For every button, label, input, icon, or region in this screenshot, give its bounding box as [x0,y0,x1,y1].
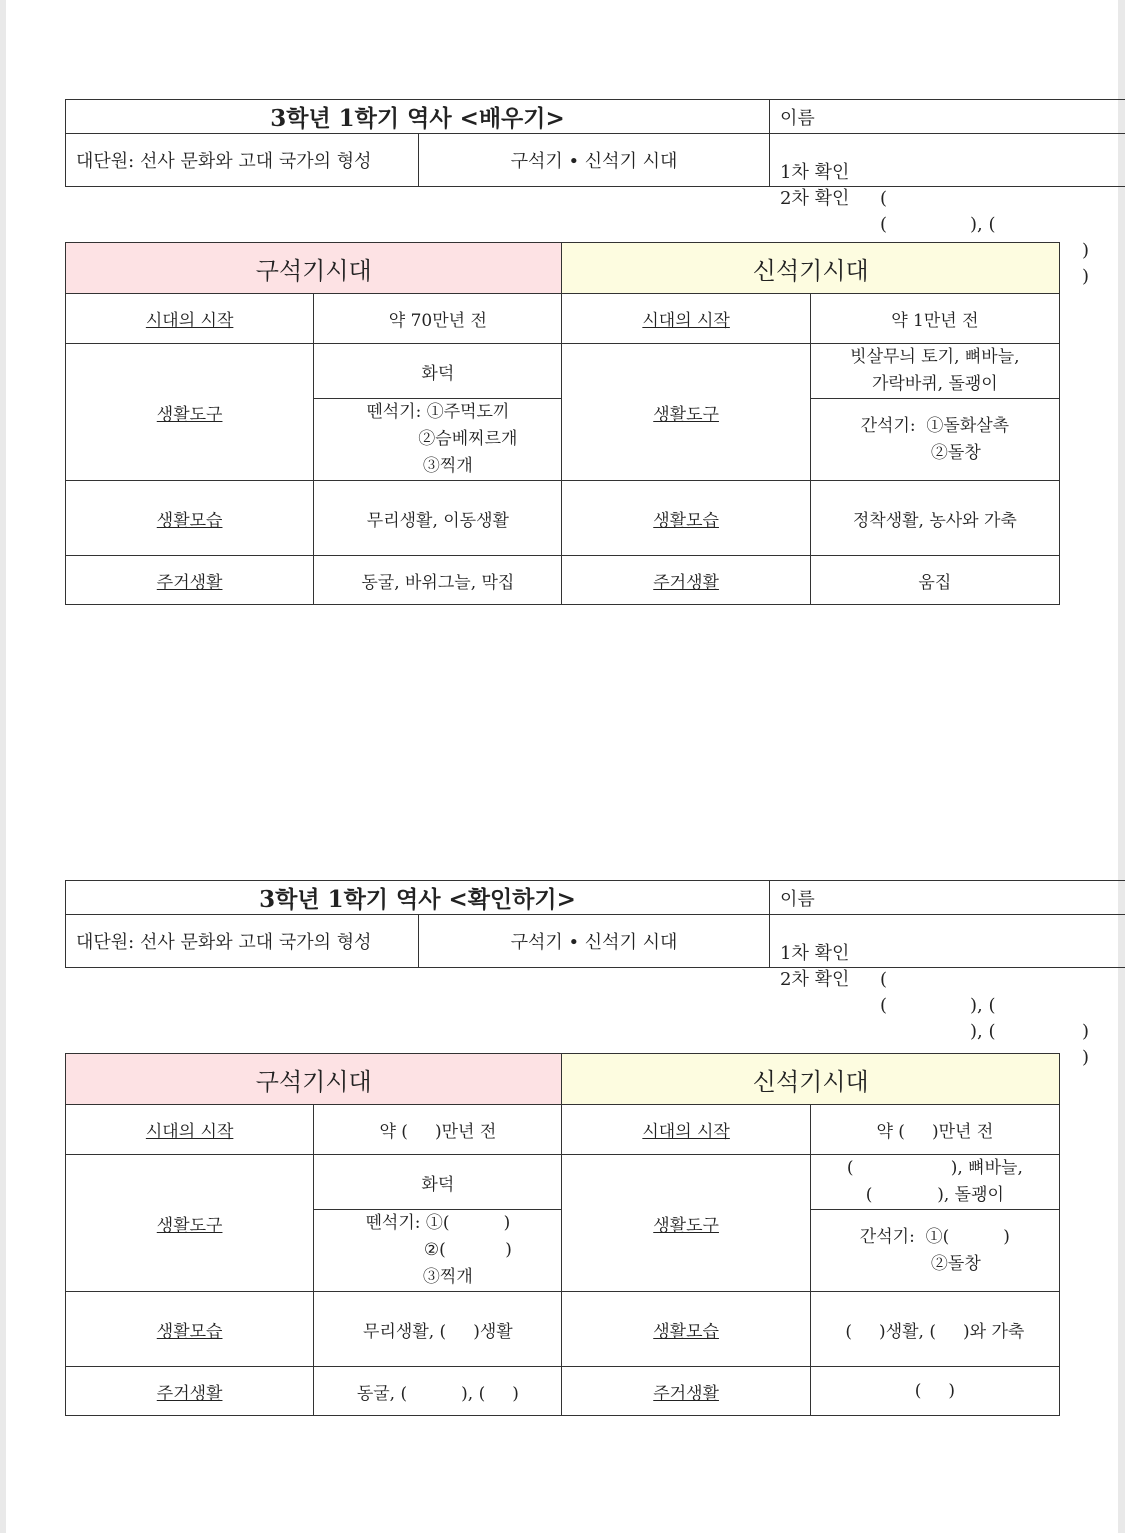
topic-label: 구석기 • 신석기 시대 [419,134,770,187]
paren: ) [1082,266,1090,287]
paleo-start-blank[interactable]: 약 ( )만년 전 [314,1105,562,1155]
sheet-title: 3학년 1학기 역사 <확인하기> [66,881,770,915]
row-label-start: 시대의 시작 [145,1122,234,1142]
neo-life: 정착생활, 농사와 가축 [810,481,1059,556]
header-table-check [65,880,1125,1068]
neo-tool-stone-blank[interactable] [810,1210,1059,1292]
unit-label: 대단원: 선사 문화와 고대 국가의 형성 [66,915,419,968]
paleo-start: 약 70만년 전 [314,294,562,344]
text-line: ( ), 돌괭이 [865,1185,1004,1205]
neo-tool-stone [810,399,1059,481]
sheet-title: 3학년 1학기 역사 <배우기> [66,100,770,134]
paren: ), ( [970,995,996,1016]
row-label-house: 주거생활 [653,1383,719,1404]
row-label-tools: 생활도구 [156,1215,223,1236]
neo-tool-top [810,344,1059,399]
topic-label: 구석기 • 신석기 시대 [419,915,770,968]
check-box [770,915,1125,1068]
text-line: 가락바퀴, 돌괭이 [871,374,998,394]
text-line: ③찍개 [422,1267,473,1287]
text-line: ②( ) [423,1240,512,1260]
era-table-learn [65,242,1060,605]
check-2-label: 2차 확인 [780,969,850,990]
text-line: ②슴베찌르개 [418,429,518,449]
paleo-tool-fire: 화덕 [314,344,562,399]
paren: ) [1082,1021,1090,1042]
paleolithic-title: 구석기시대 [66,243,562,294]
name-label: 이름 [770,881,1125,915]
era-table-check [65,1053,1060,1416]
text-line: 빗살무늬 토기, 뼈바늘, [850,347,1020,367]
neolithic-title: 신석기시대 [562,1054,1060,1105]
row-label-house: 주거생활 [156,572,223,593]
row-label-life: 생활모습 [156,1321,223,1342]
paleo-life-blank[interactable]: 무리생활, ( )생활 [314,1292,562,1367]
name-label: 이름 [770,100,1125,134]
paren: ), ( [970,214,996,235]
paren: ( [880,188,888,209]
paleo-house: 동굴, 바위그늘, 막집 [314,556,562,605]
row-label-start: 시대의 시작 [145,311,234,331]
paren: ), ( [970,1021,996,1042]
neo-house-blank[interactable]: ( ) [810,1367,1059,1416]
neo-tool-top-blank[interactable] [810,1155,1059,1210]
paleo-house-blank[interactable]: 동굴, ( ), ( ) [314,1367,562,1416]
text-line: 간석기: ①( ) [859,1226,1010,1247]
paleo-tool-stone [314,399,562,481]
text-line: ②돌창 [930,442,981,463]
row-label-tools: 생활도구 [653,404,719,425]
row-label-tools: 생활도구 [156,404,223,425]
paleo-life: 무리생활, 이동생활 [314,481,562,556]
neo-start-blank[interactable]: 약 ( )만년 전 [810,1105,1059,1155]
text-line: ③찍개 [422,456,473,476]
unit-label: 대단원: 선사 문화와 고대 국가의 형성 [66,134,419,187]
text-line: ( ), 뼈바늘, [846,1158,1023,1178]
row-label-start: 시대의 시작 [642,1122,730,1142]
check-2-label: 2차 확인 [780,188,850,209]
row-label-life: 생활모습 [156,510,223,531]
check-1-label: 1차 확인 [780,162,850,183]
text-line: 뗀석기: ①( ) [365,1213,511,1233]
paren: ( [880,969,888,990]
row-label-tools: 생활도구 [653,1215,719,1236]
text-line: 간석기: ①돌화살촉 [860,415,1010,436]
check-1-label: 1차 확인 [780,943,850,964]
row-label-start: 시대의 시작 [642,311,730,331]
paren: ) [1082,1047,1090,1068]
neo-life-blank[interactable]: ( )생활, ( )와 가축 [810,1292,1059,1367]
text-line: ②돌창 [930,1253,981,1274]
paleo-tool-stone-blank[interactable] [314,1210,562,1292]
row-label-house: 주거생활 [653,572,719,593]
paren: ) [1082,240,1090,261]
neo-start: 약 1만년 전 [810,294,1059,344]
paleolithic-title: 구석기시대 [66,1054,562,1105]
row-label-life: 생활모습 [653,510,719,531]
paren: ( [880,995,888,1016]
text-line: 뗀석기: ①주먹도끼 [366,402,510,422]
neolithic-title: 신석기시대 [562,243,1060,294]
row-label-life: 생활모습 [653,1321,719,1342]
paren: ( [880,214,888,235]
paleo-tool-fire: 화덕 [314,1155,562,1210]
row-label-house: 주거생활 [156,1383,223,1404]
neo-house: 움집 [810,556,1059,605]
